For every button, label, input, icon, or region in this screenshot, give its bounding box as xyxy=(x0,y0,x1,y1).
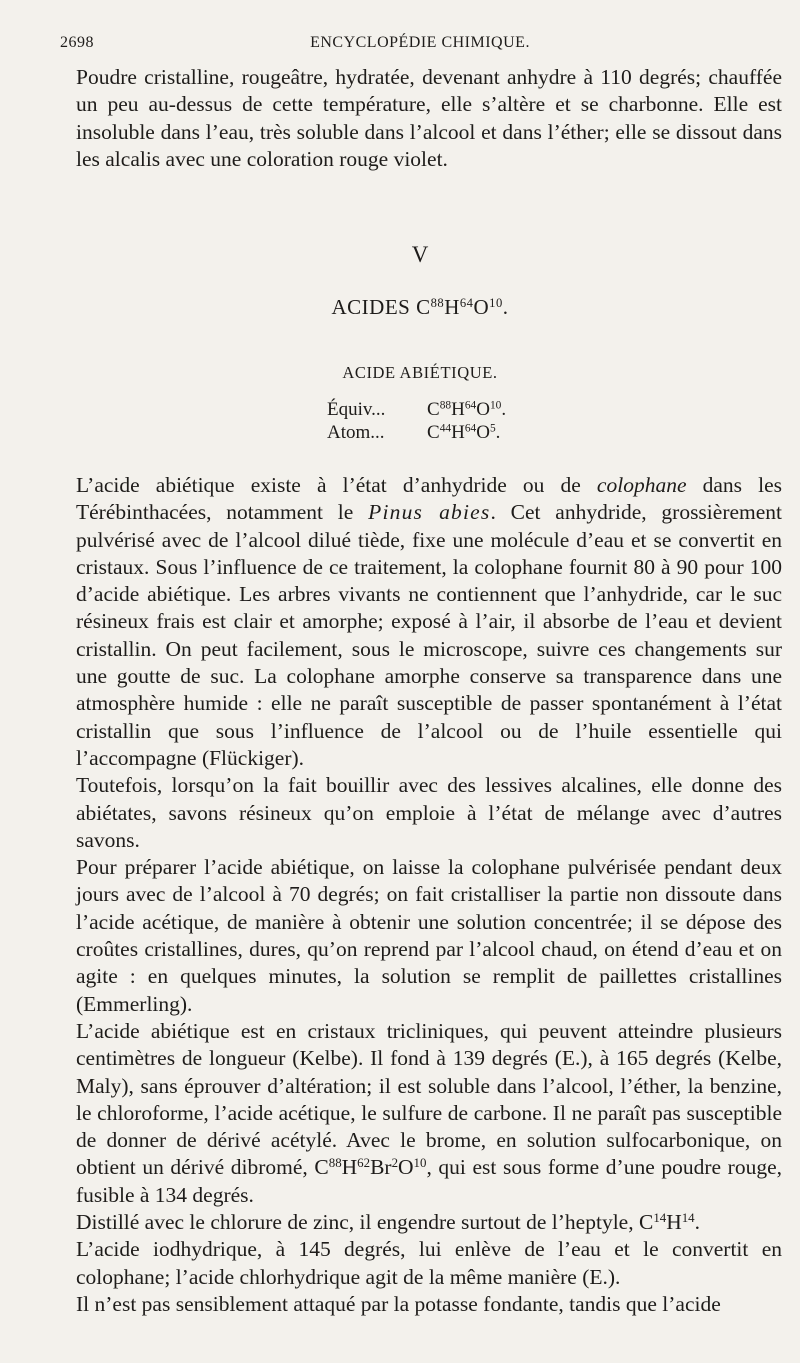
paragraph-text: Br xyxy=(370,1155,392,1180)
paragraph-text: dans les Térébinthacées, notamment le xyxy=(76,473,783,525)
paragraph-text: . xyxy=(694,1210,700,1235)
formula-sup: 14 xyxy=(653,1210,667,1225)
formula-value xyxy=(427,421,500,444)
formula-sup: 10 xyxy=(413,1156,427,1171)
paragraph: Il n’est pas sensiblement attaqué par la potasse fondante, tandis que l’acide xyxy=(76,1291,721,1316)
paragraph: Pour préparer l’acide abiétique, on laisse la colophane pulvérisée pendant deux jours avec de l’alcool à 70 degrés; on fait cristalliser la partie non dissoute dans l’acide acétique, de manière à obtenir une solution concentrée; il se dépose des croûtes cristallines, dures, qu’on reprend par l’alcool chaud, on étend d’eau et on agite : en quelques minutes, la solution se remplit de paillettes cristallines (Emmerling). xyxy=(76,855,782,1016)
formula-sup: 88 xyxy=(328,1156,342,1171)
paragraph xyxy=(76,472,782,772)
formula-text: . xyxy=(495,422,501,443)
intro-paragraph-block xyxy=(76,64,782,173)
paragraph-text: . Cet anhydride, grossièrement pulvérisé avec de l’alcool dilué tiède, fixe une molécule d’eau et se convertit en cristaux. Sous l’influence de ce traitement, la colophane fournit 80 à 90 pour 100 d’acide abiétique. Les arbres vivants ne contiennent que l’anhydride, car le suc résineux frais est clair et amorphe; exposé à l’air, il absorbe de l’eau et devient cristallin. On peut facilement, sous le microscope, suivre ces changements sur une goutte de suc. La colophane amorphe conserve sa transparence dans une atmosphère humide : elle ne paraît susceptible de passer spontanément à l’état cristallin que sous l’influence de l’alcool ou de l’huile essentielle qui l’accompagne (Flückiger). xyxy=(76,500,783,770)
section-title-text: . xyxy=(502,295,509,319)
paragraph xyxy=(76,1209,782,1236)
formula-row-equiv xyxy=(327,398,506,421)
paragraph-text: O xyxy=(398,1155,414,1180)
paragraph: L’acide iodhydrique, à 145 degrés, lui enlève de l’eau et le convertit en colophane; l’acide chlorhydrique agit de la même manière (E.). xyxy=(76,1237,782,1289)
paragraph-text: L’acide abiétique est en cristaux tricliniques, qui peuvent atteindre plusieurs centimètres de longueur (Kelbe). Il fond à 139 degrés (E.), à 165 degrés (Kelbe, Maly), sans éprouver d’altération; il est soluble dans l’alcool, l’éther, la benzine, le chloroforme, l’acide acétique, le sulfure de carbone. Il ne paraît pas susceptible de donner de dérivé acétylé. Avec le brome, en solution sulfocarbonique, on obtient un dérivé dibromé, C xyxy=(76,1018,782,1180)
formula-text: H xyxy=(451,399,465,420)
formula-text: C xyxy=(427,399,440,420)
formula-label: Atom... xyxy=(327,422,385,443)
emphasis-text: Pinus abies xyxy=(368,500,491,525)
formula-row-atom xyxy=(327,421,506,444)
page-number: 2698 xyxy=(60,34,94,51)
intro-paragraph: Poudre cristalline, rougeâtre, hydratée, devenant anhydre à 110 degrés; chauffée un peu au-dessus de cette température, elle s’altère et se charbonne. Elle est insoluble dans l’eau, très soluble dans l’alcool et dans l’éther; elle se dissout dans les alcalis avec une coloration rouge violet. xyxy=(76,65,782,171)
formula-sup: 5 xyxy=(489,422,496,435)
formula-block xyxy=(327,398,506,444)
section-title-sup: 64 xyxy=(459,296,474,311)
main-text-block xyxy=(76,472,782,1318)
section-numeral: V xyxy=(411,242,429,267)
section-title-text: O xyxy=(473,295,490,319)
paragraph-text: L’acide abiétique existe à l’état d’anhydride ou de xyxy=(76,473,597,497)
paragraph-text: H xyxy=(666,1210,682,1235)
section-title xyxy=(0,295,800,320)
formula-sup: 10 xyxy=(489,399,502,412)
formula-sup: 88 xyxy=(439,399,452,412)
formula-text: H xyxy=(451,422,465,443)
paragraph-text: H xyxy=(341,1155,358,1180)
formula-label: Équiv... xyxy=(327,399,386,420)
subsection-title: ACIDE ABIÉTIQUE. xyxy=(342,363,498,382)
running-title: ENCYCLOPÉDIE CHIMIQUE. xyxy=(310,34,530,51)
formula-sup: 2 xyxy=(391,1156,399,1171)
paragraph: Toutefois, lorsqu’on la fait bouillir avec des lessives alcalines, elle donne des abiétates, savons résineux qu’on emploie à l’état de mélange avec d’autres savons. xyxy=(76,773,782,852)
emphasis-text: colophane xyxy=(596,473,687,497)
section-title-text: ACIDES C xyxy=(331,295,431,319)
formula-text: O xyxy=(476,422,490,443)
paragraph-text: , qui est sous forme d’une poudre rouge, fusible à 134 degrés. xyxy=(76,1155,782,1207)
formula-sup: 44 xyxy=(439,422,452,435)
formula-sup: 62 xyxy=(357,1156,371,1171)
formula-sup: 14 xyxy=(681,1210,695,1225)
paragraph xyxy=(76,1018,782,1209)
formula-value xyxy=(427,398,506,421)
formula-sup: 64 xyxy=(464,422,477,435)
formula-text: . xyxy=(501,399,507,420)
page-header xyxy=(60,34,780,58)
section-title-text: H xyxy=(444,295,460,319)
formula-text: O xyxy=(476,399,490,420)
formula-sup: 64 xyxy=(464,399,477,412)
section-title-sup: 88 xyxy=(430,296,445,311)
paragraph-text: Distillé avec le chlorure de zinc, il engendre surtout de l’heptyle, C xyxy=(76,1210,654,1235)
formula-text: C xyxy=(427,422,440,443)
section-title-sup: 10 xyxy=(489,296,503,311)
